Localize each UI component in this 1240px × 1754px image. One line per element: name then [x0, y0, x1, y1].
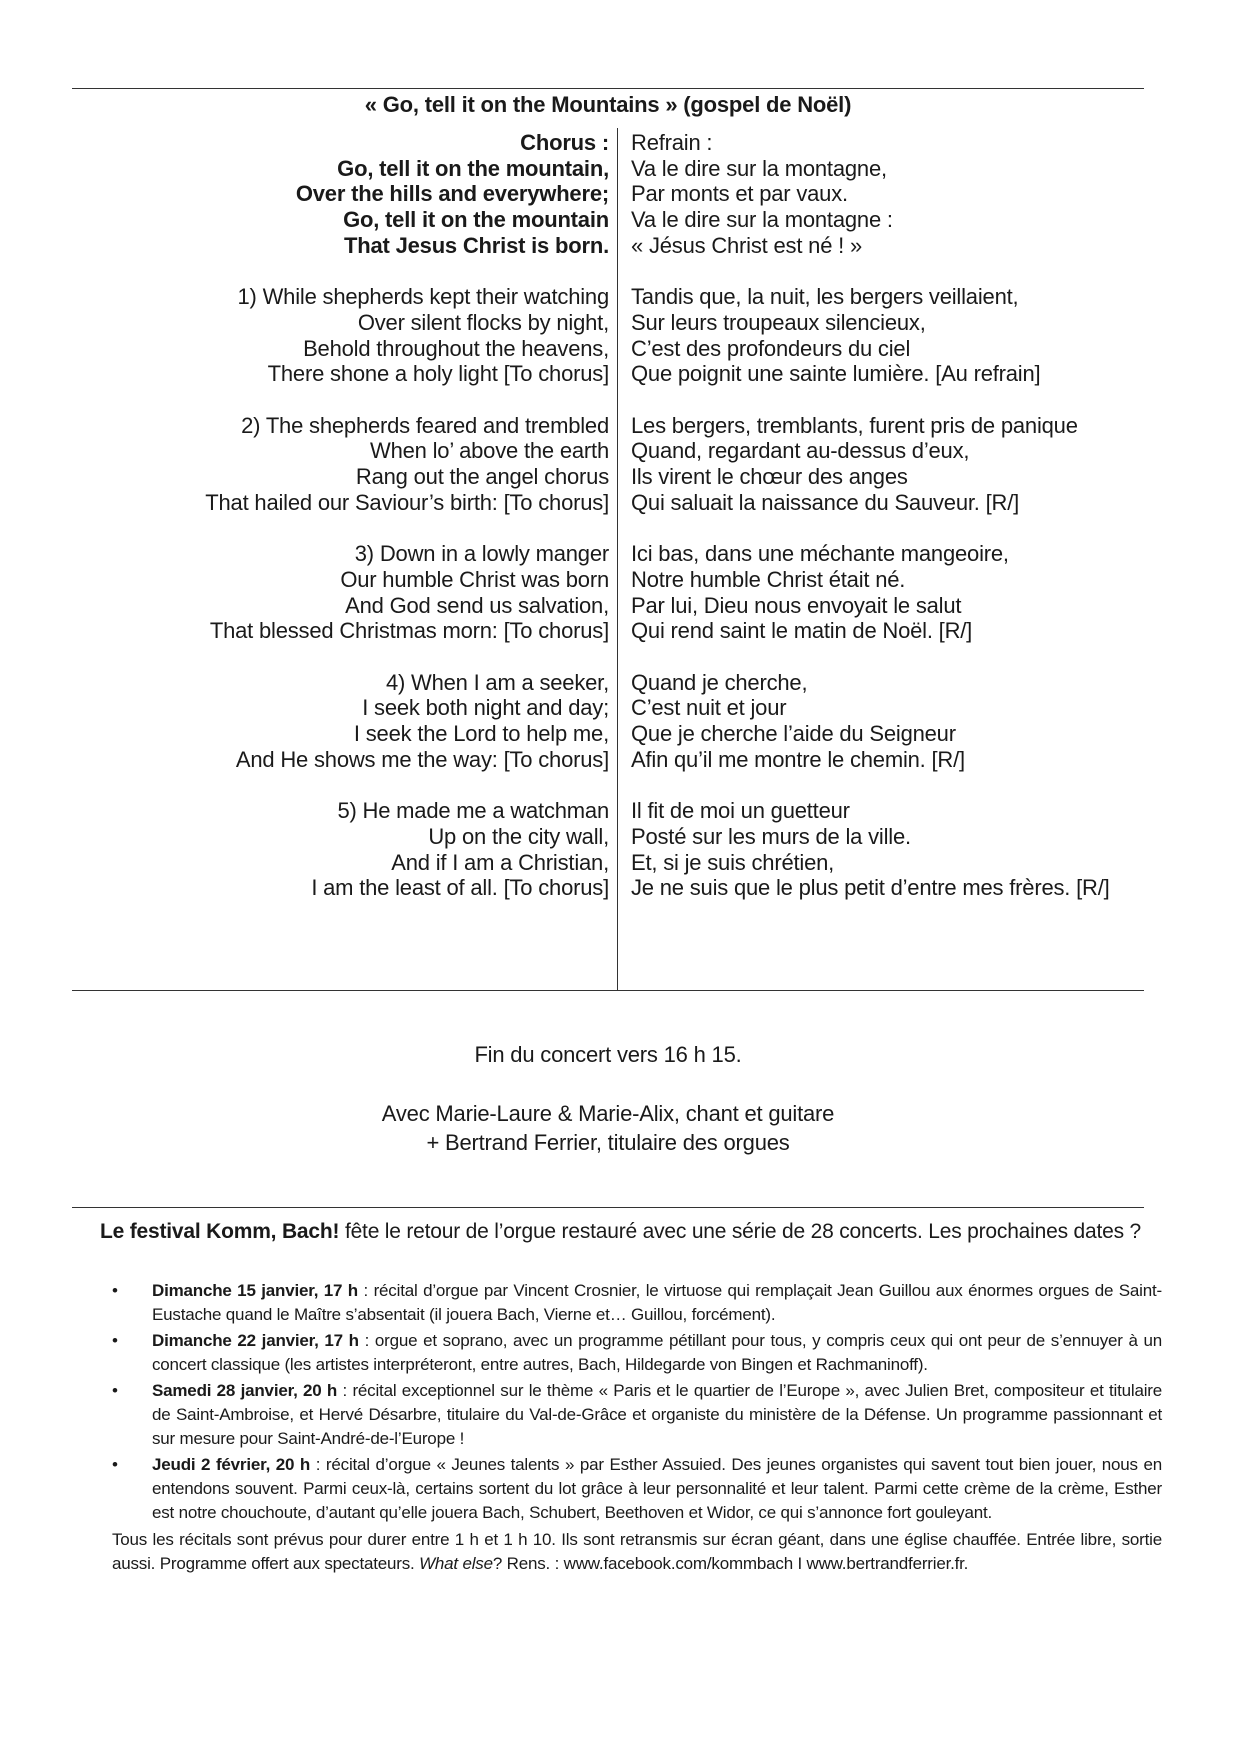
- festival-top-rule: [72, 1207, 1144, 1208]
- lyric-line-english: I seek both night and day;: [362, 695, 609, 721]
- event-item: [112, 1329, 1162, 1377]
- lyric-line-english: Our humble Christ was born: [340, 566, 609, 592]
- lyric-line-english: And God send us salvation,: [345, 592, 609, 618]
- lyrics-bottom-rule: [72, 990, 1144, 991]
- lyric-line-french: Quand, regardant au-dessus d’eux,: [631, 438, 970, 464]
- column-divider: [617, 128, 618, 990]
- event-date: Jeudi 2 février, 20 h: [152, 1455, 311, 1474]
- lyric-line-french: Il fit de moi un guetteur: [631, 798, 850, 824]
- event-text: : orgue et soprano, avec un programme pétillant pour tous, y compris ceux qui ont peur de s’ennuyer à un concert classique (les artistes interpréteront, entre autres, Bach, Hildegarde von Bingen et Rachmaninoff).: [152, 1331, 1162, 1374]
- festival-intro: [100, 1220, 1141, 1244]
- event-date: Dimanche 15 janvier, 17 h: [152, 1281, 358, 1300]
- lyric-line-french: Les bergers, tremblants, furent pris de panique: [631, 412, 1078, 438]
- event-date: Dimanche 22 janvier, 17 h: [152, 1331, 359, 1350]
- festival-name: Le festival Komm, Bach!: [100, 1220, 340, 1243]
- lyric-line-french: Qui saluait la naissance du Sauveur. [R/]: [631, 489, 1020, 515]
- lyric-line-french: Que poignit une sainte lumière. [Au refrain]: [631, 361, 1041, 387]
- lyric-line-french: C’est nuit et jour: [631, 695, 787, 721]
- lyric-line-french: « Jésus Christ est né ! »: [631, 232, 862, 258]
- lyric-line-french: Va le dire sur la montagne :: [631, 207, 893, 233]
- lyric-line-french: Afin qu’il me montre le chemin. [R/]: [631, 746, 965, 772]
- lyric-line-english: 4) When I am a seeker,: [385, 669, 609, 695]
- footer-note: [112, 1528, 1162, 1576]
- events-list: [112, 1279, 1162, 1527]
- lyric-line-english: 3) Down in a lowly manger: [354, 541, 609, 567]
- lyric-line-english: Go, tell it on the mountain,: [337, 155, 609, 181]
- lyric-line-french: Par monts et par vaux.: [631, 181, 848, 207]
- lyric-line-english: I am the least of all. [To chorus]: [311, 875, 609, 901]
- lyric-line-english: When lo’ above the earth: [370, 438, 609, 464]
- lyric-line-french: Tandis que, la nuit, les bergers veillaient,: [631, 284, 1019, 310]
- lyric-line-french: Qui rend saint le matin de Noël. [R/]: [631, 618, 973, 644]
- footer-italic: What else: [419, 1554, 493, 1573]
- performers-line-2: + Bertrand Ferrier, titulaire des orgues: [426, 1130, 790, 1155]
- footer-contacts: ? Rens. : www.facebook.com/kommbach I www.bertrandferrier.fr.: [492, 1554, 969, 1573]
- lyric-line-english: Behold throughout the heavens,: [303, 335, 609, 361]
- lyric-line-english: Up on the city wall,: [428, 823, 609, 849]
- lyric-line-english: 5) He made me a watchman: [337, 798, 609, 824]
- lyric-line-english: That blessed Christmas morn: [To chorus]: [209, 618, 609, 644]
- lyric-line-english: Chorus :: [520, 130, 609, 155]
- lyric-line-french: Refrain :: [631, 130, 713, 155]
- bullet-icon: •: [112, 1331, 118, 1350]
- bullet-icon: •: [112, 1455, 118, 1474]
- lyric-line-english: There shone a holy light [To chorus]: [267, 361, 609, 387]
- lyric-line-french: Notre humble Christ était né.: [631, 566, 906, 592]
- event-text: : récital exceptionnel sur le thème « Paris et le quartier de l’Europe », avec Julien Bret, compositeur et titulaire de Saint-Ambroise, et Hervé Désarbre, titulaire du Val-de-Grâce et organiste du ministère de la Défense. Un programme passionnant et sur mesure pour Saint-André-de-l’Europe !: [152, 1381, 1163, 1448]
- lyric-line-english: That Jesus Christ is born.: [344, 232, 609, 258]
- lyric-line-french: Ils virent le chœur des anges: [631, 464, 908, 490]
- lyric-line-french: Par lui, Dieu nous envoyait le salut: [631, 592, 962, 618]
- lyric-line-french: Sur leurs troupeaux silencieux,: [631, 309, 926, 335]
- lyric-line-french: Posté sur les murs de la ville.: [631, 823, 911, 849]
- event-item: [112, 1279, 1162, 1327]
- bullet-icon: •: [112, 1381, 118, 1400]
- event-date: Samedi 28 janvier, 20 h: [152, 1381, 338, 1400]
- lyric-line-english: 2) The shepherds feared and trembled: [241, 412, 609, 438]
- lyric-line-french: Quand je cherche,: [631, 669, 808, 695]
- event-item: [112, 1379, 1162, 1451]
- event-item: [112, 1453, 1162, 1525]
- lyric-line-english: Rang out the angel chorus: [355, 464, 609, 490]
- bullet-icon: •: [112, 1281, 118, 1300]
- lyric-line-french: Et, si je suis chrétien,: [631, 849, 835, 875]
- lyric-line-french: C’est des profondeurs du ciel: [631, 335, 911, 361]
- event-text: : récital d’orgue « Jeunes talents » par Esther Assuied. Des jeunes organistes qui savent tout bien jouer, nous en entendons souvent. Parmi ceux-là, certains sortent du lot grâce à leur personnalité et leur talent. Parmi cette crème de la crème, Esther est notre chouchoute, d’autant qu’elle jouera Bach, Schubert, Beethoven et Widor, ce qui s’annonce fort gouleyant.: [152, 1455, 1162, 1522]
- song-title: « Go, tell it on the Mountains » (gospel de Noël): [364, 92, 852, 117]
- lyric-line-english: That hailed our Saviour’s birth: [To chorus]: [205, 489, 609, 515]
- top-rule: [72, 88, 1144, 89]
- lyric-line-english: And He shows me the way: [To chorus]: [235, 746, 609, 772]
- lyric-line-english: And if I am a Christian,: [391, 849, 609, 875]
- lyric-line-french: Va le dire sur la montagne,: [631, 155, 887, 181]
- footer-text: Tous les récitals sont prévus pour durer entre 1 h et 1 h 10. Ils sont retransmis sur écran géant, dans une église chauffée. Entrée libre, sortie aussi. Programme offert aux spectateurs.: [112, 1530, 1162, 1573]
- lyric-line-english: 1) While shepherds kept their watching: [237, 284, 609, 310]
- lyric-line-english: Go, tell it on the mountain: [343, 207, 609, 233]
- lyric-line-french: Je ne suis que le plus petit d’entre mes frères. [R/]: [631, 875, 1110, 901]
- festival-intro-text: fête le retour de l’orgue restauré avec une série de 28 concerts. Les prochaines dates ?: [339, 1220, 1142, 1243]
- lyric-line-french: Que je cherche l’aide du Seigneur: [631, 721, 956, 747]
- performers-line-1: Avec Marie-Laure & Marie-Alix, chant et guitare: [381, 1101, 835, 1126]
- concert-end-time: Fin du concert vers 16 h 15.: [474, 1042, 742, 1067]
- lyric-line-french: Ici bas, dans une méchante mangeoire,: [631, 541, 1009, 567]
- event-text: : récital d’orgue par Vincent Crosnier, le virtuose qui remplaçait Jean Guillou aux énormes orgues de Saint-Eustache quand le Maître s’absentait (il jouera Bach, Vierne et… Guillou, forcément).: [152, 1281, 1162, 1324]
- lyric-line-english: Over silent flocks by night,: [357, 309, 609, 335]
- lyric-line-english: I seek the Lord to help me,: [353, 721, 609, 747]
- lyric-line-english: Over the hills and everywhere;: [295, 181, 609, 207]
